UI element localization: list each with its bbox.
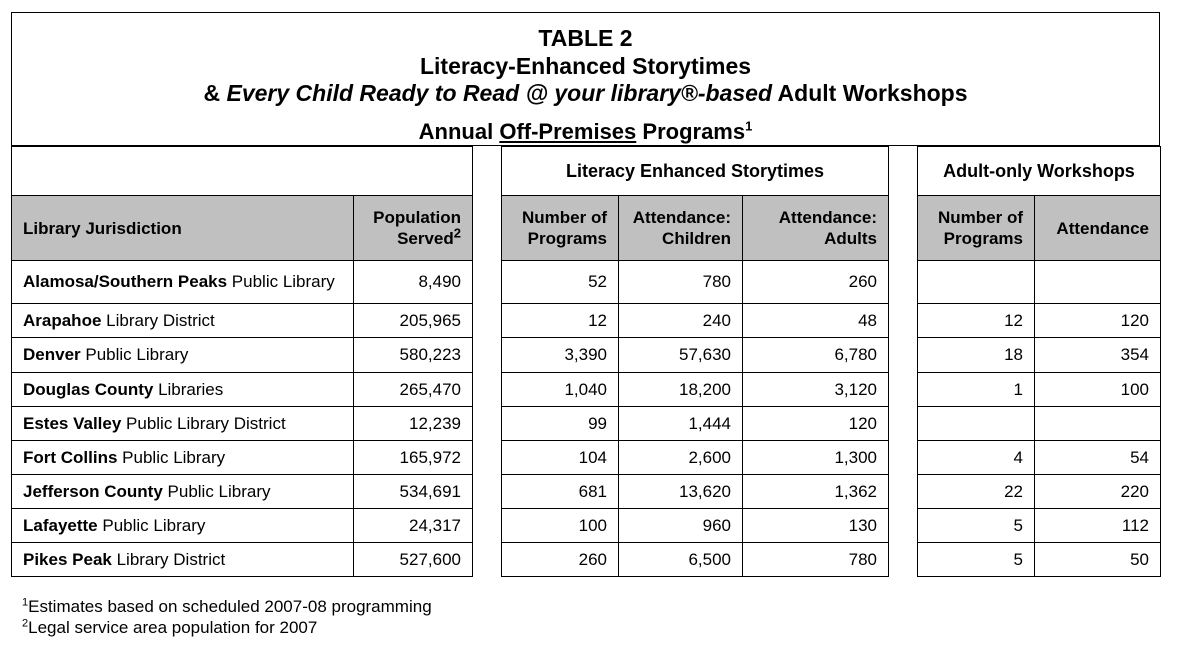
footnote-text: Estimates based on scheduled 2007-08 programming [28, 597, 432, 616]
column-gap [889, 261, 918, 304]
column-gap [473, 475, 502, 509]
footnote-2 [22, 617, 432, 638]
workshop-programs-cell: 5 [918, 543, 1035, 577]
jurisdiction-name-rest: Library District [101, 310, 215, 330]
population-cell: 165,972 [354, 441, 473, 475]
workshop-programs-cell: 18 [918, 338, 1035, 373]
population-cell: 580,223 [354, 338, 473, 373]
column-gap [473, 147, 502, 196]
col-header-story-programs: Number of Programs [502, 196, 619, 261]
footnotes [22, 596, 432, 638]
jurisdiction-name-bold: Fort Collins [23, 447, 118, 467]
attendance-children-cell: 57,630 [619, 338, 743, 373]
column-gap [889, 373, 918, 407]
population-cell: 534,691 [354, 475, 473, 509]
table-body [12, 261, 1161, 577]
workshop-programs-cell [918, 407, 1035, 441]
column-gap [889, 543, 918, 577]
population-cell: 527,600 [354, 543, 473, 577]
table-row [12, 509, 1161, 543]
column-gap [473, 543, 502, 577]
col-header-attendance-adults: Attendance: Adults [743, 196, 889, 261]
attendance-adults-cell: 130 [743, 509, 889, 543]
column-gap [473, 509, 502, 543]
jurisdiction-name-rest: Public Library [117, 447, 226, 467]
caption-prefix: Annual [418, 119, 500, 144]
subtitle-italic: Every Child Ready to Read @ your library®-based [226, 80, 773, 106]
col-header-workshop-attendance: Attendance [1035, 196, 1161, 261]
attendance-children-cell: 780 [619, 261, 743, 304]
table-row [12, 441, 1161, 475]
jurisdiction-cell [12, 543, 354, 577]
jurisdiction-cell [12, 441, 354, 475]
jurisdiction-cell [12, 338, 354, 373]
attendance-adults-cell: 1,362 [743, 475, 889, 509]
attendance-adults-cell: 120 [743, 407, 889, 441]
group-header-workshops: Adult-only Workshops [918, 147, 1161, 196]
workshop-attendance-cell: 120 [1035, 304, 1161, 338]
attendance-adults-cell: 780 [743, 543, 889, 577]
subtitle-suffix: Adult Workshops [772, 80, 968, 106]
attendance-adults-cell: 260 [743, 261, 889, 304]
subtitle-prefix: & [203, 80, 227, 106]
table-caption [12, 119, 1159, 145]
population-cell: 265,470 [354, 373, 473, 407]
jurisdiction-cell [12, 373, 354, 407]
column-gap [473, 304, 502, 338]
table-row [12, 304, 1161, 338]
column-gap [473, 441, 502, 475]
workshop-programs-cell: 12 [918, 304, 1035, 338]
story-programs-cell: 3,390 [502, 338, 619, 373]
col-header-attendance-children: Attendance: Children [619, 196, 743, 261]
attendance-children-cell: 18,200 [619, 373, 743, 407]
workshop-programs-cell: 5 [918, 509, 1035, 543]
workshop-attendance-cell: 220 [1035, 475, 1161, 509]
population-cell: 8,490 [354, 261, 473, 304]
jurisdiction-name-bold: Arapahoe [23, 310, 102, 330]
workshop-attendance-cell [1035, 407, 1161, 441]
jurisdiction-cell [12, 475, 354, 509]
workshop-attendance-cell [1035, 261, 1161, 304]
attendance-children-cell: 13,620 [619, 475, 743, 509]
table-row [12, 373, 1161, 407]
jurisdiction-name-bold: Jefferson County [23, 481, 163, 501]
column-gap [889, 509, 918, 543]
story-programs-cell: 260 [502, 543, 619, 577]
population-label: Population Served [373, 208, 461, 248]
table-number: TABLE 2 [538, 25, 633, 51]
jurisdiction-name-rest: Public Library [97, 515, 206, 535]
column-gap [889, 338, 918, 373]
jurisdiction-name-rest: Libraries [153, 379, 224, 399]
story-programs-cell: 104 [502, 441, 619, 475]
story-programs-cell: 52 [502, 261, 619, 304]
workshop-attendance-cell: 54 [1035, 441, 1161, 475]
group-header-blank [12, 147, 473, 196]
story-programs-cell: 100 [502, 509, 619, 543]
caption-footnote-mark: 1 [745, 118, 753, 134]
column-gap [889, 441, 918, 475]
jurisdiction-cell [12, 261, 354, 304]
workshop-programs-cell: 1 [918, 373, 1035, 407]
caption-underlined: Off-Premises [499, 119, 637, 144]
workshop-programs-cell [918, 261, 1035, 304]
table-row [12, 261, 1161, 304]
column-gap [889, 475, 918, 509]
jurisdiction-name-bold: Douglas County [23, 379, 154, 399]
population-footnote-mark: 2 [453, 225, 461, 241]
population-cell: 12,239 [354, 407, 473, 441]
population-cell: 205,965 [354, 304, 473, 338]
attendance-adults-cell: 48 [743, 304, 889, 338]
workshop-programs-cell: 4 [918, 441, 1035, 475]
table-row [12, 338, 1161, 373]
story-programs-cell: 99 [502, 407, 619, 441]
attendance-children-cell: 1,444 [619, 407, 743, 441]
jurisdiction-cell [12, 407, 354, 441]
column-gap [473, 261, 502, 304]
footnote-text: Legal service area population for 2007 [28, 618, 318, 637]
footnote-mark: 2 [22, 617, 29, 630]
column-gap [889, 196, 918, 261]
jurisdiction-name-rest: Public Library [227, 272, 335, 291]
attendance-adults-cell: 1,300 [743, 441, 889, 475]
story-programs-cell: 1,040 [502, 373, 619, 407]
caption-suffix: Programs [636, 119, 746, 144]
column-gap [473, 338, 502, 373]
table-title: Literacy-Enhanced Storytimes [419, 53, 752, 79]
column-gap [473, 407, 502, 441]
workshop-attendance-cell: 100 [1035, 373, 1161, 407]
story-programs-cell: 12 [502, 304, 619, 338]
attendance-children-cell: 6,500 [619, 543, 743, 577]
column-gap [889, 407, 918, 441]
attendance-children-cell: 240 [619, 304, 743, 338]
group-header-row [12, 147, 1161, 196]
footnote-mark: 1 [22, 596, 29, 609]
column-gap [473, 373, 502, 407]
table-row [12, 543, 1161, 577]
group-header-storytimes: Literacy Enhanced Storytimes [502, 147, 889, 196]
jurisdiction-name-rest: Public Library [162, 481, 271, 501]
jurisdiction-name-bold: Alamosa/Southern Peaks [23, 272, 228, 291]
workshop-attendance-cell: 50 [1035, 543, 1161, 577]
programs-table [11, 146, 1161, 577]
column-header-row [12, 196, 1161, 261]
footnote-1 [22, 596, 432, 617]
col-header-population [354, 196, 473, 261]
story-programs-cell: 681 [502, 475, 619, 509]
table-title-box [11, 12, 1160, 146]
attendance-children-cell: 2,600 [619, 441, 743, 475]
jurisdiction-cell [12, 304, 354, 338]
attendance-children-cell: 960 [619, 509, 743, 543]
workshop-attendance-cell: 354 [1035, 338, 1161, 373]
jurisdiction-name-bold: Lafayette [23, 515, 98, 535]
column-gap [889, 147, 918, 196]
jurisdiction-name-bold: Estes Valley [23, 413, 122, 433]
workshop-attendance-cell: 112 [1035, 509, 1161, 543]
jurisdiction-name-rest: Library District [111, 549, 226, 569]
attendance-adults-cell: 6,780 [743, 338, 889, 373]
column-gap [889, 304, 918, 338]
attendance-adults-cell: 3,120 [743, 373, 889, 407]
jurisdiction-name-bold: Pikes Peak [23, 549, 112, 569]
column-gap [473, 196, 502, 261]
jurisdiction-name-bold: Denver [23, 345, 81, 364]
jurisdiction-cell [12, 509, 354, 543]
table-row [12, 475, 1161, 509]
table-row [12, 407, 1161, 441]
table-subtitle [12, 80, 1159, 106]
jurisdiction-name-rest: Public Library District [121, 413, 286, 433]
col-header-jurisdiction: Library Jurisdiction [12, 196, 354, 261]
population-cell: 24,317 [354, 509, 473, 543]
col-header-workshop-programs: Number of Programs [918, 196, 1035, 261]
workshop-programs-cell: 22 [918, 475, 1035, 509]
jurisdiction-name-rest: Public Library [80, 345, 189, 364]
